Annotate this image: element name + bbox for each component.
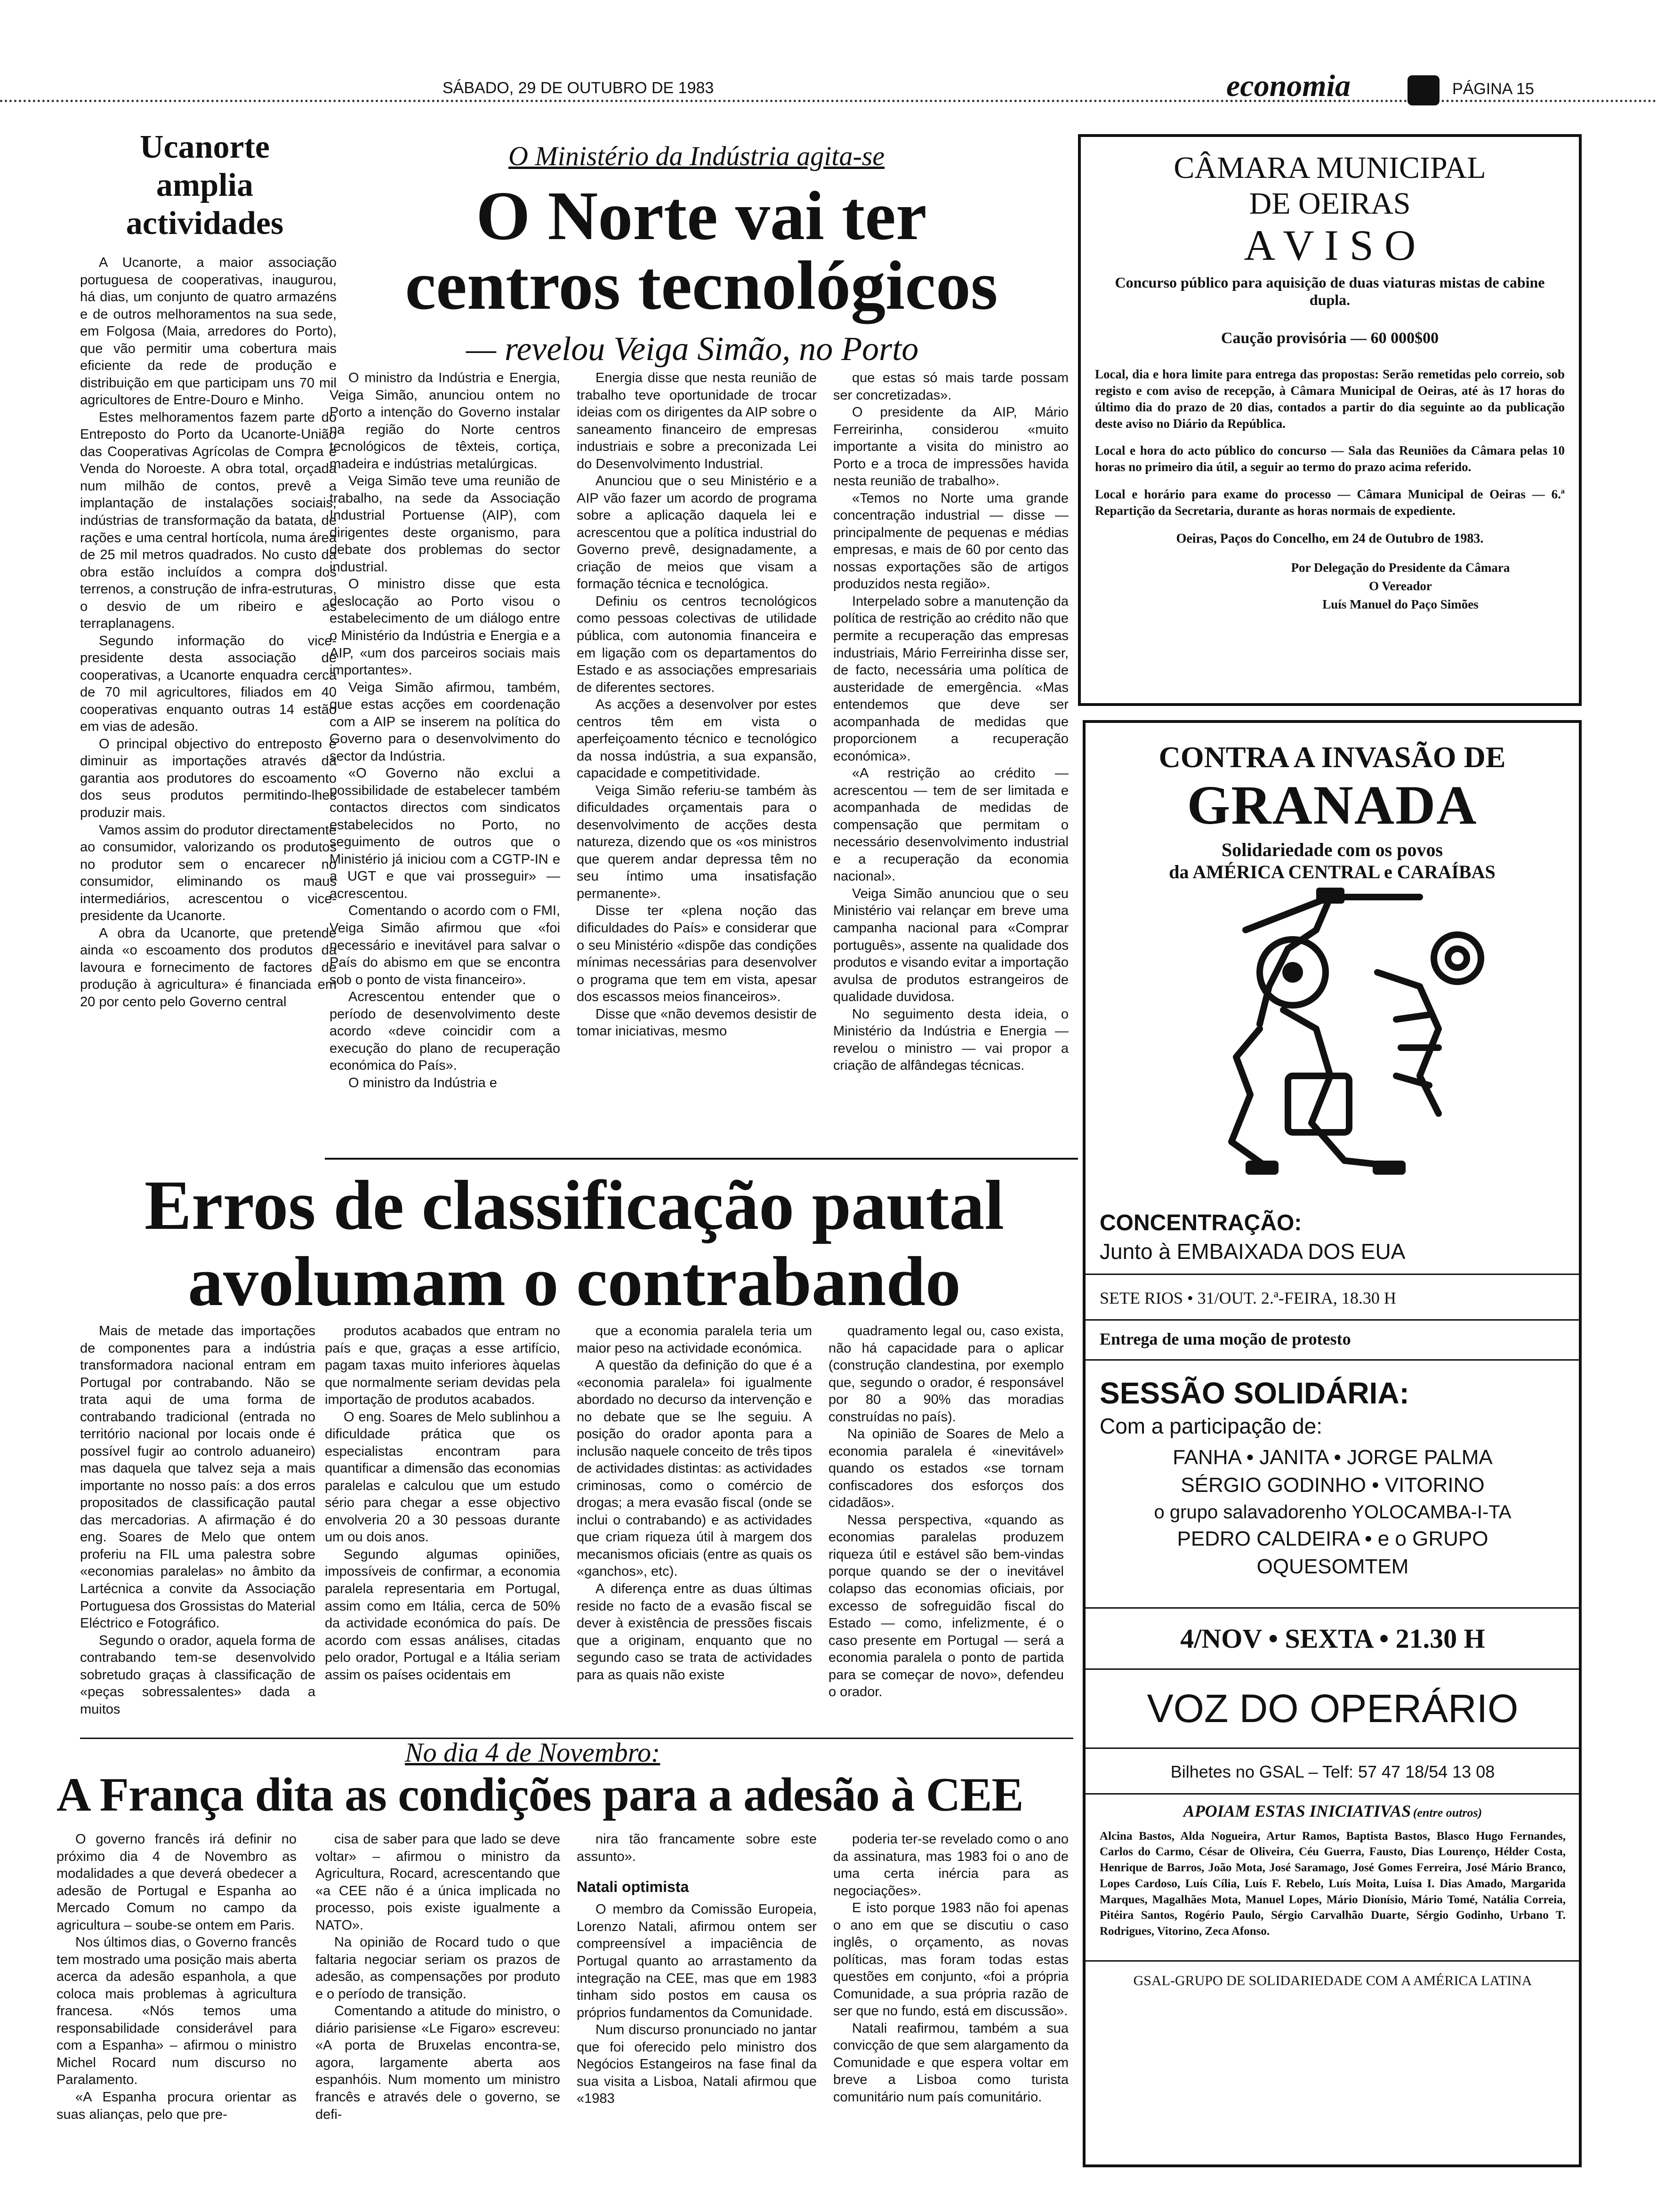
concentracao-label: CONCENTRAÇÃO: — [1100, 1210, 1302, 1235]
aviso-p3: Local e horário para exame do processo — Câmara Municipal de Oeiras — 6.ª Repartição da Secretaria, durante as horas normais de expediente. — [1095, 487, 1565, 518]
norte-col-3: que estas só mais tarde possam ser concretizadas». O presidente da AIP, Mário Ferreirinha, considerou «muito importante a visita do ministro ao Porto e a troca de impressões havida nesta reunião de trabalho». «Temos no Norte uma grande concentração industrial — disse — principalmente de pequenas e médias empresas, e mais de 60 por cento das nossas exportações são de artigos produzidos nesta região». Interpelado sobre a manutenção da política de restrição ao crédito não que permite a recuperação das empresas industriais, Mário Ferreirinha disse ser, de facto, necessária uma política de austeridade de emergência. «Mas entendemos que deve ser acompanhada de medidas que proporcionem a recuperação económica». «A restrição ao crédito — acrescentou — tem de ser limitada e acompanhada de medidas de compensação que permitam o necessário desenvolvimento industrial e a recuperação da economia nacional». Veiga Simão anunciou que o seu Ministério vai relançar em breve uma campanha nacional para «Comprar português», assente na qualidade dos produtos e visando evitar a importação avulsa de produtos estrangeiros de qualidade duvidosa. No seguimento desta ideia, o Ministério da Indústria e Energia — revelou o ministro — vai propor a criação de alfândegas técnicas. — [833, 370, 1069, 1074]
erros-col-4: quadramento legal ou, caso exista, não há capacidade para o aplicar (construção clandestina, por exemplo que, segundo o orador, é responsável por 80 a 90% das moradias construídas no país). Na opinião de Soares de Melo a economia paralela é «inevitável» quando os estados «se tornam confiscadores dos esforços dos cidadãos». Nessa perspectiva, «quando as economias paralelas produzem riqueza útil e estável são bem-vindas porque quando se der o inevitável colapso das economias oficiais, por excesso de sofreguidão fiscal do Estado — como, infelizmente, é o caso presente em Portugal — será a economia paralela o ponto de partida para se começar de novo», defendeu o orador. — [828, 1323, 1064, 1700]
sessao-venue: VOZ DO OPERÁRIO — [1147, 1686, 1519, 1731]
aviso-caucao: Caução provisória — 60 000$00 — [1221, 329, 1439, 347]
erros-col-2: produtos acabados que entram no país e que, graças a esse artifício, pagam taxas muito inferiores àquelas que normalmente seriam devidas pela importação de produtos acabados. O eng. Soares de Melo sublinhou a dificuldade prática que os especialistas encontram para quantificar a dimensão das economias paralelas e calculou que um estudo sério para chegar a esse objectivo envolveria 20 a 30 pessoas durante um ou dois anos. Segundo algumas opiniões, impossíveis de confirmar, a economia paralela representaria em Portugal, assim como em Itália, cerca de 50% da actividade económica do país. De acordo com essas análises, citadas pelo orador, Portugal e a Itália seriam assim os países ocidentais em — [325, 1323, 560, 1683]
aviso-p1: Local, dia e hora limite para entrega das propostas: Serão remetidas pelo correio, sob registo e com aviso de recepção, à Câmara Municipal de Oeiras, até às 17 horas do último dia do prazo de 20 dias, contados a partir do dia seguinte ao da publicação deste aviso no Diário da República. — [1095, 367, 1565, 431]
erros-title: Erros de classificação pautal avolumam o contrabando — [144, 1166, 1005, 1321]
header-logo-icon — [1408, 75, 1440, 105]
aviso-signature: Por Delegação do Presidente da Câmara O Vereador Luís Manuel do Paço Simões — [1291, 560, 1510, 611]
franca-subhead: Natali optimista — [577, 1878, 689, 1896]
gsal-footer: GSAL-GRUPO DE SOLIDARIEDADE COM A AMÉRICA LATINA — [1133, 1972, 1532, 1988]
mayan-figure-illustration — [1175, 878, 1495, 1194]
ucanorte-body: A Ucanorte, a maior associação portuguesa de cooperativas, inaugurou, há dias, um conjunto de quatro armazéns e de outros melhoramentos na sua sede, em Folgosa (Maia, arredores do Porto), que vão permitir uma cobertura mais eficiente da rede de produção e distribuição em que participam uns 70 mil agricultores de Entre-Douro e Minho. Estes melhoramentos fazem parte do Entreposto do Porto da Ucanorte-União das Cooperativas Agrícolas de Compra e Venda do Noroeste. A obra total, orçada num milhão de contos, prevê a implantação de instalações sociais, indústrias de transformação da batata, de rações e uma central hortícola, numa área de 25 mil metros quadrados. No custo da obra estão incluídos a compra dos terrenos, a construção de infra-estruturas, o desvio de um ribeiro e as terraplanagens. Segundo informação do vice-presidente desta associação de cooperativas, a Ucanorte enquadra cerca de 70 mil agricultores, filiados em 40 cooperativas enquanto outras 14 estão em vias de adesão. O principal objectivo do entreposto é diminuir as importações através da garantia aos produtores do escoamento dos seus produtos permitindo-lhes produzir mais. Vamos assim do produtor directamente ao consumidor, valorizando os produtos no produtor sem o encarecer no consumidor, eliminando os maus intermediários, acrescentou o vice-presidente da Ucanorte. A obra da Ucanorte, que pretende ainda «o escoamento dos produtos da lavoura e fornecimento de factores de produção à agricultura» é financiada em 20 por cento pelo Governo central — [80, 255, 337, 1010]
franca-col-2: cisa de saber para que lado se deve voltar» – afirmou o ministro da Agricultura, Rocard, acrescentando que «a CEE não é a única implicada no processo, pois existe igualmente a NATO». Na opinião de Rocard tudo o que faltaria negociar seriam os prazos de adesão, as compensações por produto e o período de transição. Comentando a atitude do ministro, o diário parisiense «Le Figaro» escreveu: «A porta de Bruxelas encontra-se, agora, largamente aberta aos espanhóis. Num momento um ministro francês e através dele o governo, se defi- — [315, 1832, 560, 2122]
aviso-intro: Concurso público para aquisição de duas viaturas mistas de cabine dupla. — [1115, 273, 1545, 308]
ucanorte-title: Ucanorte amplia actividades — [126, 129, 284, 242]
norte-subtitle: — revelou Veiga Simão, no Porto — [466, 330, 919, 368]
granada-concentracao — [1100, 1210, 1566, 1989]
granada-line-1: CONTRA A INVASÃO DE — [1158, 740, 1506, 774]
aviso-box — [1078, 134, 1582, 706]
granada-line-4: da AMÉRICA CENTRAL e CARAÍBAS — [1169, 861, 1496, 882]
participacao-label: Com a participação de: — [1100, 1414, 1323, 1438]
aviso-place: Oeiras, Paços do Concelho, em 24 de Outubro de 1983. — [1176, 531, 1484, 546]
concentracao-place: Junto à EMBAIXADA DOS EUA — [1100, 1239, 1406, 1264]
artists-line: o grupo salavadorenho YOLOCAMBA-I-TA — [1154, 1501, 1512, 1523]
granada-line-2: GRANADA — [1187, 774, 1478, 836]
norte-col-2: Energia disse que nesta reunião de trabalho teve oportunidade de trocar ideias com os dirigentes da AIP sobre o saneamento financeiro de empresas industriais e sobre a preconizada Lei do Desenvolvimento Industrial. Anunciou que o seu Ministério e a AIP vão fazer um acordo de programa sobre a aplicação daquela lei e acrescentou que a política industrial do Governo prevê, designadamente, a criação de meios que visam a formação técnica e tecnológica. Definiu os centros tecnológicos como pessoas colectivas de utilidade pública, com autonomia financeira e em ligação com os departamentos do Estado e as associações empresariais de diferentes sectores. As acções a desenvolver por estes centros têm em vista o aperfeiçoamento técnico e tecnológico da nossa indústria, a sua expansão, capacidade e competitividade. Veiga Simão referiu-se também às dificuldades orçamentais para o desenvolvimento de acções desta natureza, dizendo que os «os ministros que querem andar depressa têm no seu íntimo uma insatisfação permanente». Disse ter «plena noção das dificuldades do País» e considerar que o seu Ministério «dispõe das condições mínimas necessárias para desenvolver o programa que tem em vista, apesar dos escassos meios financeiros». Disse que «não devemos desistir de tomar iniciativas, mesmo — [577, 370, 817, 1039]
erros-col-3: que a economia paralela teria um maior peso na actividade económica. A questão da definição do que é a «economia paralela» foi igualmente abordado no decurso da intervenção e no debate que se lhe seguiu. A posição do orador aponta para a inclusão naquele conceito de três tipos de actividades distintas: as actividades criminosas, como o comércio de drogas; a mera evasão fiscal (onde se inclui o contrabando) e as actividades que criam riqueza útil à margem dos mecanismos oficiais (entre as quais os «ganchos», etc). A diferença entre as duas últimas reside no facto de a evasão fiscal se dever à existência de pressões fiscais que a originam, enquanto que no segundo caso se trata de actividades para as quais não existe — [577, 1323, 812, 1683]
artists-line: FANHA • JANITA • JORGE PALMA — [1173, 1446, 1493, 1469]
franca-title: A França dita as condições para a adesão à CEE — [56, 1768, 1023, 1821]
aviso-title: A V I S O — [1244, 221, 1416, 269]
franca-kicker: No dia 4 de Novembro: — [405, 1737, 660, 1768]
tickets-line: Bilhetes no GSAL – Telf: 57 47 18/54 13 08 — [1170, 1762, 1495, 1781]
apoiam-heading: APOIAM ESTAS INICIATIVAS (entre outros) — [1183, 1801, 1482, 1820]
norte-title: O Norte vai ter centros tecnológicos — [405, 177, 998, 324]
section-divider — [325, 1158, 1078, 1160]
concentracao-date: SETE RIOS • 31/OUT. 2.ª-FEIRA, 18.30 H — [1100, 1289, 1396, 1307]
mocao-line: Entrega de uma moção de protesto — [1100, 1330, 1351, 1348]
franca-col-3: nira tão francamente sobre este assunto». Natali optimista O membro da Comissão Europeia, Lorenzo Natali, afirmou ontem ser compreensível a impaciência de Portugal quanto ao arrastamento da integração na CEE, mas que em 1983 tinham sido postos em causa os próprios fundamentos da Comunidade. Num discurso pronunciado no jantar que foi oferecido pelo ministro dos Negócios Estangeiros na fase final da sua visita a Lisboa, Natali afirmou que «1983 — [577, 1832, 817, 2107]
franca-col-4: poderia ter-se revelado como o ano da assinatura, mas 1983 foi o ano de uma certa inércia para as negociações». E isto porque 1983 não foi apenas o ano em que se discutiu o caso inglês, o orçamento, as novas políticas, mas foram todas estas questões em conjunto, «foi a própria Comunidade, a sua própria razão de ser que no fundo, está em discussão». Natali reafirmou, também a sua convicção de que sem alargamento da Comunidade e que espera voltar em breve a Lisboa como turista comunitário num país comunitário. — [833, 1832, 1069, 2105]
granada-box — [1083, 720, 1582, 2167]
artists-line: PEDRO CALDEIRA • e o GRUPO — [1177, 1527, 1488, 1550]
header-page: PÁGINA 15 — [1452, 80, 1534, 98]
norte-kicker: O Ministério da Indústria agita-se — [508, 141, 885, 171]
aviso-p2: Local e hora do acto público do concurso — Sala das Reuniões da Câmara pelas 10 horas no primeiro dia útil, a seguir ao termo do prazo acima referido. — [1095, 443, 1565, 474]
aviso-heading: CÂMARA MUNICIPAL DE OEIRAS — [1174, 151, 1486, 221]
erros-col-1: Mais de metade das importações de componentes para a indústria transformadora nacional entram em Portugal por contrabando. Não se trata aqui de uma forma de contrabando tradicional (entrada no território nacional por locais onde é possível fugir ao controlo aduaneiro) mas daquela que talvez seja a mais importante no nosso país: a dos erros propositados de classificação pautal das mercadorias. A afirmação é do eng. Soares de Melo que ontem proferiu na FIL uma palestra sobre «economias paralelas» no âmbito da Lartécnica a convite da Associação Portuguesa dos Grossistas do Material Eléctrico e Fotográfico. Segundo o orador, aquela forma de contrabando tem-se desenvolvido sobretudo graças à classificação de «peças sobressalentes» dada a muitos — [80, 1323, 315, 1717]
sessao-when: 4/NOV • SEXTA • 21.30 H — [1180, 1623, 1485, 1654]
sessao-label: SESSÃO SOLIDÁRIA: — [1100, 1376, 1409, 1410]
supporters-list: Alcina Bastos, Alda Nogueira, Artur Ramos, Baptista Bastos, Blasco Hugo Fernandes, Carlos do Carmo, César de Oliveira, Céu Guerra, Fausto, Dias Lourenço, Hélder Costa, Henrique de Barros, João Mota, José Saramago, José Gomes Ferreira, José Mário Branco, Lopes Cardoso, Luís Cília, Luís F. Rebelo, Luís Moita, Luísa I. Dias Amado, Margarida Marques, Magalhães Mota, Manuel Lopes, Mário Dionísio, Mário Tomé, Natália Correia, Pitéira Santos, Rogério Paulo, Sérgio Carvalhão Duarte, Sérgio Godinho, Urbano T. Rodrigues, Vitorino, Zeca Afonso. — [1100, 1829, 1566, 1938]
granada-line-3: Solidariedade com os povos — [1221, 839, 1443, 860]
franca-col-1: O governo francês irá definir no próximo dia 4 de Novembro as modalidades a que deverá obedecer a adesão de Portugal e Espanha ao Mercado Comum no campo da agricultura – soube-se ontem em Paris. Nos últimos dias, o Governo francês tem mostrado uma posição mais aberta acerca da adesão espanhola, a que coloca mais problemas à agricultura francesa. «Nós temos uma responsabilidade considerável para com a Espanha» – afirmou o ministro Michel Rocard num discurso no Paralamento. «A Espanha procura orientar as suas alianças, pelo que pre- — [56, 1832, 297, 2122]
artists-line: OQUESOMTEM — [1256, 1555, 1409, 1579]
header-section: economia — [1226, 69, 1351, 103]
norte-col-1: O ministro da Indústria e Energia, Veiga Simão, anunciou ontem no Porto a intenção do Governo instalar na região do Norte centros tecnológicos de têxteis, cortiça, madeira e indústrias metalúrgicas. Veiga Simão teve uma reunião de trabalho, na sede da Associação Industrial Portuense (AIP), com dirigentes deste organismo, para debate dos problemas do sector industrial. O ministro disse que esta deslocação ao Porto visou o estabelecimento de um diálogo entre o Ministério da Indústria e Energia e a AIP, «um dos parceiros sociais mais importantes». Veiga Simão afirmou, também, que estas acções em coordenação com a AIP se inserem na política do Governo para o desenvolvimento do sector da Indústria. «O Governo não exclui a possibilidade de estabelecer também contactos directos com sindicatos estabelecidos no Porto, no seguimento de outros que o Ministério já iniciou com a CGTP-IN e a UGT e que vai prosseguir» — acrescentou. Comentando o acordo com o FMI, Veiga Simão afirmou que «foi necessário e inevitável para salvar o País do abismo em que se encontra sob o ponto de vista financeiro». Acrescentou entender que o período de desenvolvimento deste acordo «deve coincidir com a execução do plano de recuperação económica do País». O ministro da Indústria e — [330, 370, 560, 1090]
artists-line: SÉRGIO GODINHO • VITORINO — [1181, 1474, 1485, 1497]
header-date: SÁBADO, 29 DE OUTUBRO DE 1983 — [442, 79, 714, 97]
